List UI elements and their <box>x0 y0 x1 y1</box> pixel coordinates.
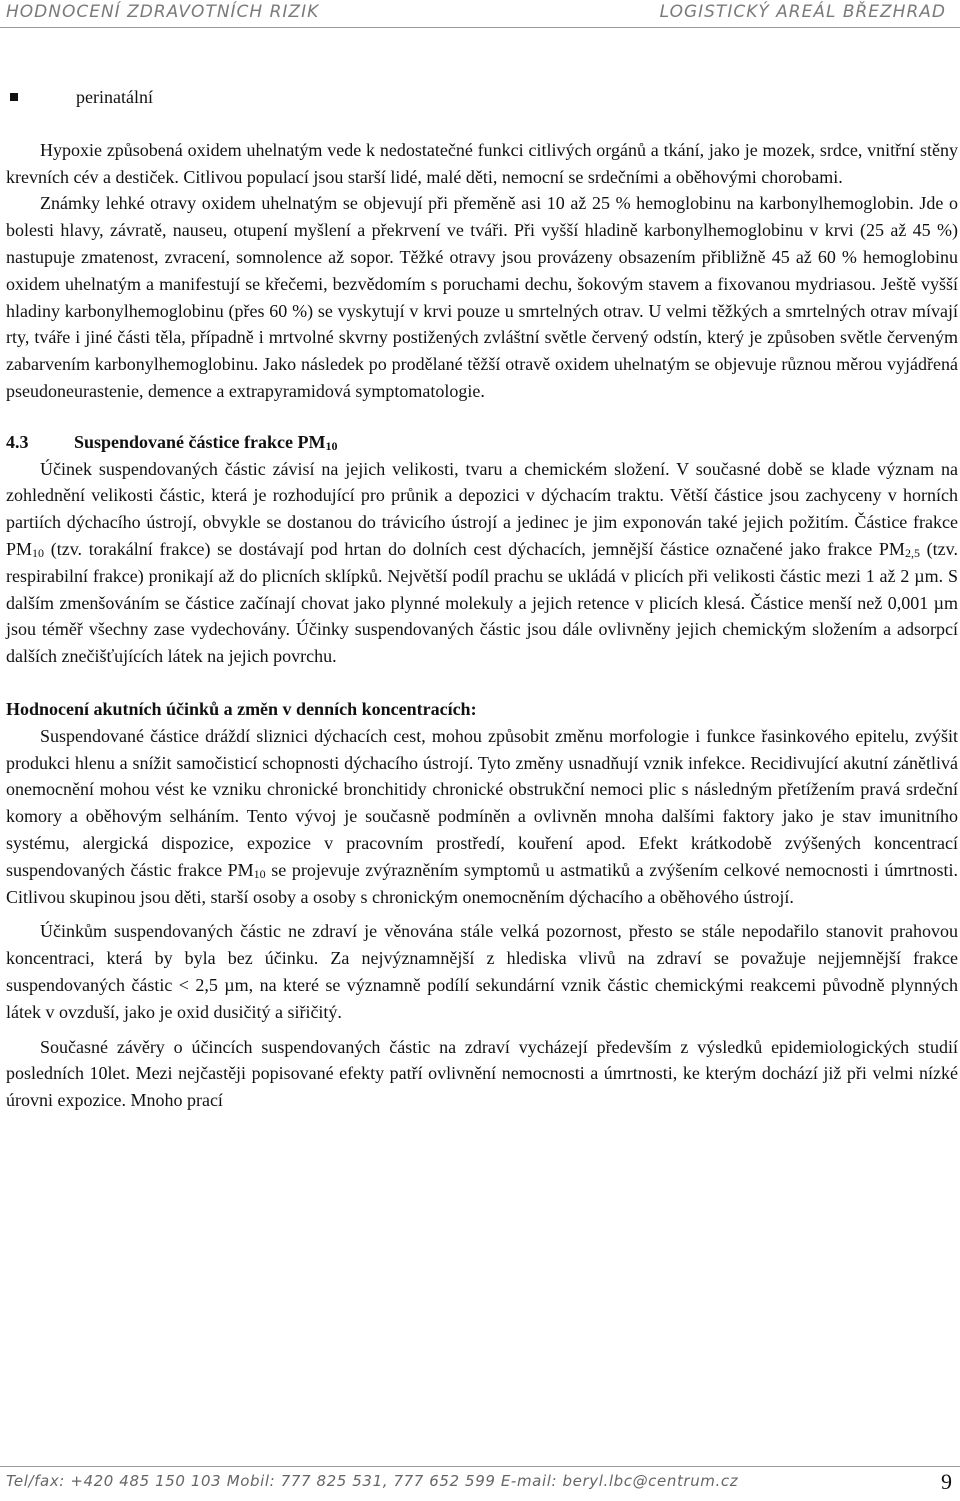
text-run: Účinek suspendovaných částic závisí na jejich velikosti, tvaru a chemickém složení. V současné době se klade význam na zohlednění velikosti částic, která je rozhodující pro průnik a depozici v dýchacím traktu. Větší částice jsou zachyceny v horních partiích dýchacího ústrojí, obvykle se dostanou do trávicího ústrojí a jedinec je jim exponován také jejich požitím. Částice frakce PM <box>6 458 958 559</box>
section-title: Suspendované částice frakce PM <box>74 431 326 452</box>
paragraph-hypoxia: Hypoxie způsobená oxidem uhelnatým vede k nedostatečné funkci citlivých orgánů a tkání, jako je mozek, srdce, vnitřní stěny krevních cév a destiček. Citlivou populací jsou starší lidé, malé děti, nemocní se srdečními a oběhovými chorobami. <box>6 139 958 187</box>
text-run: (tzv. torakální frakce) se dostávají pod hrtan do dolních cest dýchacích, jemnější částice označené jako frakce PM <box>44 538 905 559</box>
subscript: 10 <box>253 866 266 881</box>
text-run: (tzv. respirabilní frakce) pronikají až do plicních sklípků. Největší podíl prachu se ukládá v plicích při velikosti částic mezi 1 až 2 µm. S dalším zmenšováním se částice začínají chovat jako plynné molekuly a jejich retence v plicích klesá. Částice menší než 0,001 µm jsou téměř všechny zase vydechovány. Účinky suspendovaných částic jsou dále ovlivněny jejich chemickým složením a adsorpcí dalších znečišťujících látek na jejich povrchu. <box>6 538 958 667</box>
header-rule <box>0 27 960 28</box>
text-run: Suspendované částice dráždí sliznici dýchacích cest, mohou způsobit změnu morfologie i funkce řasinkového epitelu, zvýšit produkci hlenu a snížit samočisticí schopnosti dýchacího ústrojí. Tyto změny usnadňují vznik infekce. Recidivující akutní zánětlivá onemocnění mohou vést ke vzniku chronické bronchitidy chronické obstrukční nemoci plic s následným přetížením pravá srdeční komory a oběhovým selháním. Tento vývoj je současně podmíněn a ovlivněn mnoha dalšími faktory jako je stav imunitního systému, alergická dispozice, expozice v pracovním prostředí, kouření apod. Efekt krátkodobě zvýšených koncentrací suspendovaných částic frakce PM <box>6 725 958 880</box>
bullet-text: perinatální <box>76 87 153 107</box>
paragraph-acute-effects <box>6 723 958 911</box>
subscript: 2,5 <box>904 545 920 560</box>
footer-rule <box>0 1466 960 1467</box>
subheading-acute-effects: Hodnocení akutních účinků a změn v denních koncentracích: <box>6 698 477 719</box>
bullet-item <box>6 84 958 111</box>
section-title-subscript: 10 <box>325 438 338 453</box>
paragraph-attention: Účinkům suspendovaných částic ne zdraví je věnována stále velká pozornost, přesto se stále nepodařilo stanovit prahovou koncentraci, která by byla bez účinku. Za nejvýznamnější z hlediska vlivů na zdraví se považuje nejjemnější frakce suspendovaných částic < 2,5 µm, na které se významně podílí sekundární vznik částic chemickými reakcemi původně plynných látek v ovzduší, jako je oxid dusičitý a siřičitý. <box>6 921 958 1022</box>
bullet-square-icon <box>10 93 18 101</box>
header-right-title: LOGISTICKÝ AREÁL BŘEZHRAD <box>659 2 946 22</box>
subscript: 10 <box>32 545 45 560</box>
section-heading <box>6 429 958 456</box>
paragraph-conclusions: Současné závěry o účincích suspendovaných částic na zdraví vycházejí především z výsledků epidemiologických studií posledních 10let. Mezi nejčastěji popisované efekty patří ovlivnění nemocnosti a úmrtnosti, ke kterým dochází již při velmi nízké úrovni expozice. Mnoho prací <box>6 1036 958 1111</box>
page-number: 9 <box>941 1469 952 1494</box>
text-run: se projevuje zvýrazněním symptomů u astmatiků a zvýšením celkové nemocnosti i úmrtnosti. Citlivou skupinou jsou děti, starší osoby a osoby s chronickým onemocněním dýchacího a oběhového ústrojí. <box>6 859 958 907</box>
footer-contact: Tel/fax: +420 485 150 103 Mobil: 777 825 531, 777 652 599 E-mail: beryl.lbc@centrum.cz <box>6 1472 739 1490</box>
section-number: 4.3 <box>6 431 29 452</box>
page-footer <box>0 1466 960 1501</box>
paragraph-poisoning-signs: Známky lehké otravy oxidem uhelnatým se objevují při přeměně asi 10 až 25 % hemoglobinu na karbonylhemoglobin. Jde o bolesti hlavy, závratě, nauseu, otupení myšlení a překrvení ve tváři. Při vyšší hladině karbonylhemoglobinu v krvi (25 až 45 %) nastupuje zmatenost, zvracení, somnolence až sopor. Těžké otravy jsou provázeny obsazením přibližně 45 až 60 % hemoglobinu oxidem uhelnatým a manifestují se křečemi, bezvědomím s poruchami dechu, šokovým stavem a fixovanou mydriasou. Ještě vyšší hladiny karbonylhemoglobinu (přes 60 %) se vyskytují v krvi pouze u smrtelných otrav. U velmi těžkých a smrtelných otrav mívají rty, tváře i jiné části těla, případně i mrtvolné skvrny postižených zvláštní světle červený odstín, který je způsoben světle červeným zabarvením karbonylhemoglobinu. Jako následek po prodělané těžší otravě oxidem uhelnatým se objevuje různou měrou vyjádřená pseudoneurastenie, demence a extrapyramidová symptomatologie. <box>6 193 958 401</box>
header-left-title: HODNOCENÍ ZDRAVOTNÍCH RIZIK <box>6 2 320 22</box>
paragraph-particle-effects <box>6 456 958 670</box>
page-header <box>0 0 960 30</box>
document-body <box>6 84 958 1114</box>
